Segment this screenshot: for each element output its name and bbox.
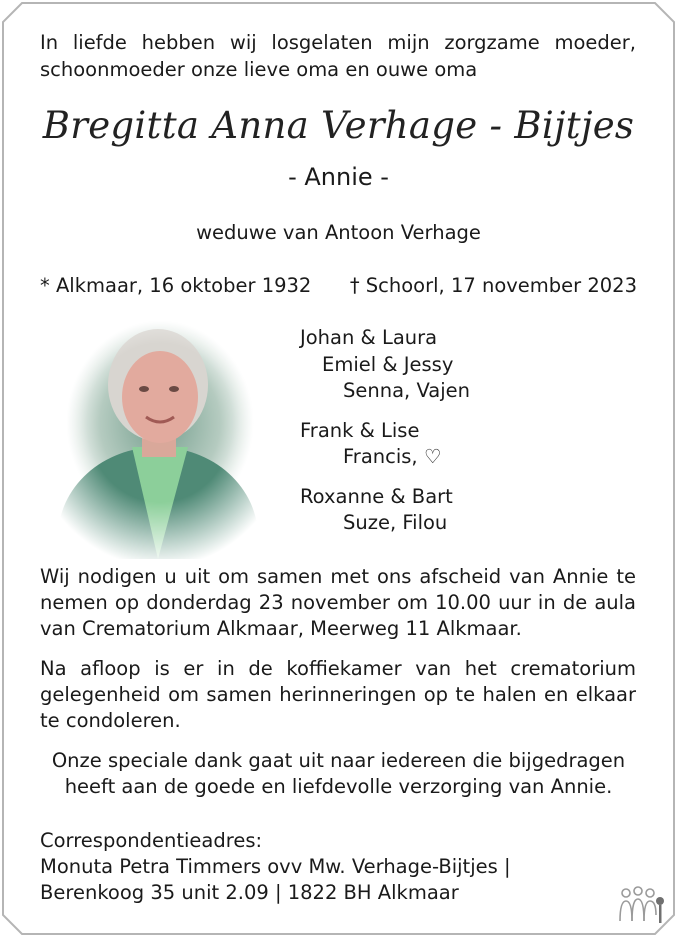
coffee-line: te condoleren.: [40, 709, 181, 732]
death-info: † Schoorl, 17 november 2023: [349, 274, 637, 297]
family-member: Roxanne & Bart: [300, 485, 453, 508]
family-member: Johan & Laura: [300, 326, 438, 349]
birth-info: * Alkmaar, 16 oktober 1932: [40, 274, 312, 297]
coffee-line: Na afloop is er in de koffiekamer van het crematorium: [40, 657, 636, 680]
correspondence-address: Berenkoog 35 unit 2.09 | 1822 BH Alkmaar: [40, 881, 459, 904]
ceremony-line: Wij nodigen u uit om samen met ons afscheid van Annie te: [40, 565, 636, 588]
intro-line-2: schoonmoeder onze lieve oma en ouwe oma: [40, 58, 478, 81]
ceremony-line: nemen op donderdag 23 november om 10.00 uur in de aula: [40, 591, 636, 614]
family-member: Emiel & Jessy: [322, 353, 454, 376]
thanks-line: Onze speciale dank gaat uit naar iedereen die bijgedragen: [51, 749, 626, 772]
intro-line-1: In liefde hebben wij losgelaten mijn zorgzame moeder,: [40, 31, 636, 54]
family-member: Senna, Vajen: [343, 379, 470, 402]
nickname: - Annie -: [288, 163, 389, 191]
family-member: Frank & Lise: [300, 419, 420, 442]
correspondence-label: Correspondentieadres:: [40, 829, 263, 852]
deceased-name: Bregitta Anna Verhage - Bijtjes: [42, 104, 635, 147]
family-logo-icon: [616, 885, 672, 925]
portrait-photo: [40, 297, 280, 559]
correspondence-address: Monuta Petra Timmers ovv Mw. Verhage-Bijtjes |: [40, 855, 511, 878]
ceremony-line: van Crematorium Alkmaar, Meerweg 11 Alkmaar.: [40, 617, 522, 640]
family-member: Francis, ♡: [343, 445, 442, 468]
coffee-line: gelegenheid om samen herinneringen op te halen en elkaar: [40, 683, 636, 706]
family-member: Suze, Filou: [343, 511, 448, 534]
widow-of: weduwe van Antoon Verhage: [196, 221, 481, 244]
thanks-line: heeft aan de goede en liefdevolle verzorging van Annie.: [64, 775, 613, 798]
